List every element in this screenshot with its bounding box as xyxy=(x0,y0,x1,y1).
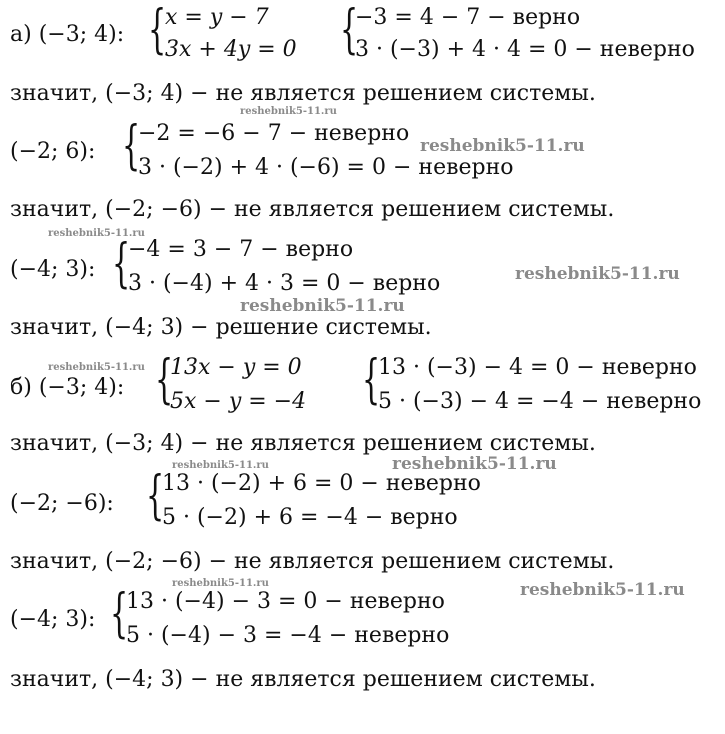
conclusion: значит, (−2; −6) − не является решением системы. xyxy=(10,549,615,574)
brace-icon: { xyxy=(155,350,174,410)
watermark: reshebnik5-11.ru xyxy=(515,264,680,284)
check-line-1: 13 · (−3) − 4 = 0 − неверно xyxy=(378,355,697,380)
watermark: reshebnik5-11.ru xyxy=(48,362,145,373)
brace-icon: { xyxy=(362,350,381,410)
brace-icon: { xyxy=(340,0,359,60)
watermark: reshebnik5-11.ru xyxy=(240,296,405,316)
check-line-1: −4 = 3 − 7 − верно xyxy=(128,237,354,262)
check-line-2: 5 · (−4) − 3 = −4 − неверно xyxy=(126,623,450,648)
check-line-2: 3 · (−3) + 4 · 4 = 0 − неверно xyxy=(355,37,695,62)
check-line-2: 5 · (−3) − 4 = −4 − неверно xyxy=(378,389,702,414)
check-line-1: 13 · (−4) − 3 = 0 − неверно xyxy=(126,589,445,614)
check-line-2: 3 · (−2) + 4 · (−6) = 0 − неверно xyxy=(138,155,514,180)
check-line-1: 13 · (−2) + 6 = 0 − неверно xyxy=(162,471,481,496)
watermark: reshebnik5-11.ru xyxy=(420,136,585,156)
system-eq-2: 5x − y = −4 xyxy=(170,389,307,414)
system-eq-1: 13x − y = 0 xyxy=(170,355,302,380)
conclusion: значит, (−3; 4) − не является решением системы. xyxy=(10,431,596,456)
system-eq-1: x = y − 7 xyxy=(165,5,269,30)
watermark: reshebnik5-11.ru xyxy=(392,454,557,474)
point-label: (−3; 4): xyxy=(38,375,125,400)
brace-icon: { xyxy=(110,584,129,644)
part-a-label xyxy=(10,23,124,47)
part-label: б) xyxy=(10,375,32,400)
point-label: (−4; 3): xyxy=(10,257,96,282)
brace-icon: { xyxy=(148,0,167,60)
check-line-1: −2 = −6 − 7 − неверно xyxy=(138,121,410,146)
check-line-2: 5 · (−2) + 6 = −4 − верно xyxy=(162,505,458,530)
watermark: reshebnik5-11.ru xyxy=(520,580,685,600)
point-label: (−2; −6): xyxy=(10,491,114,516)
point-label: (−2; 6): xyxy=(10,139,96,164)
check-line-2: 3 · (−4) + 4 · 3 = 0 − верно xyxy=(128,271,441,296)
conclusion: значит, (−3; 4) − не является решением системы. xyxy=(10,81,596,106)
conclusion: значит, (−4; 3) − решение системы. xyxy=(10,315,432,340)
point-label: (−3; 4): xyxy=(38,22,125,47)
brace-icon: { xyxy=(122,116,141,176)
watermark: reshebnik5-11.ru xyxy=(172,578,269,589)
watermark: reshebnik5-11.ru xyxy=(172,460,269,471)
watermark: reshebnik5-11.ru xyxy=(48,228,145,239)
conclusion: значит, (−2; −6) − не является решением системы. xyxy=(10,197,615,222)
brace-icon: { xyxy=(146,466,165,526)
system-eq-2: 3x + 4y = 0 xyxy=(165,37,297,62)
point-label: (−4; 3): xyxy=(10,607,96,632)
part-label: а) xyxy=(10,22,32,47)
brace-icon: { xyxy=(112,234,131,294)
conclusion: значит, (−4; 3) − не является решением системы. xyxy=(10,667,596,692)
part-b-label xyxy=(10,376,124,400)
watermark: reshebnik5-11.ru xyxy=(240,106,337,117)
check-line-1: −3 = 4 − 7 − верно xyxy=(355,5,581,30)
